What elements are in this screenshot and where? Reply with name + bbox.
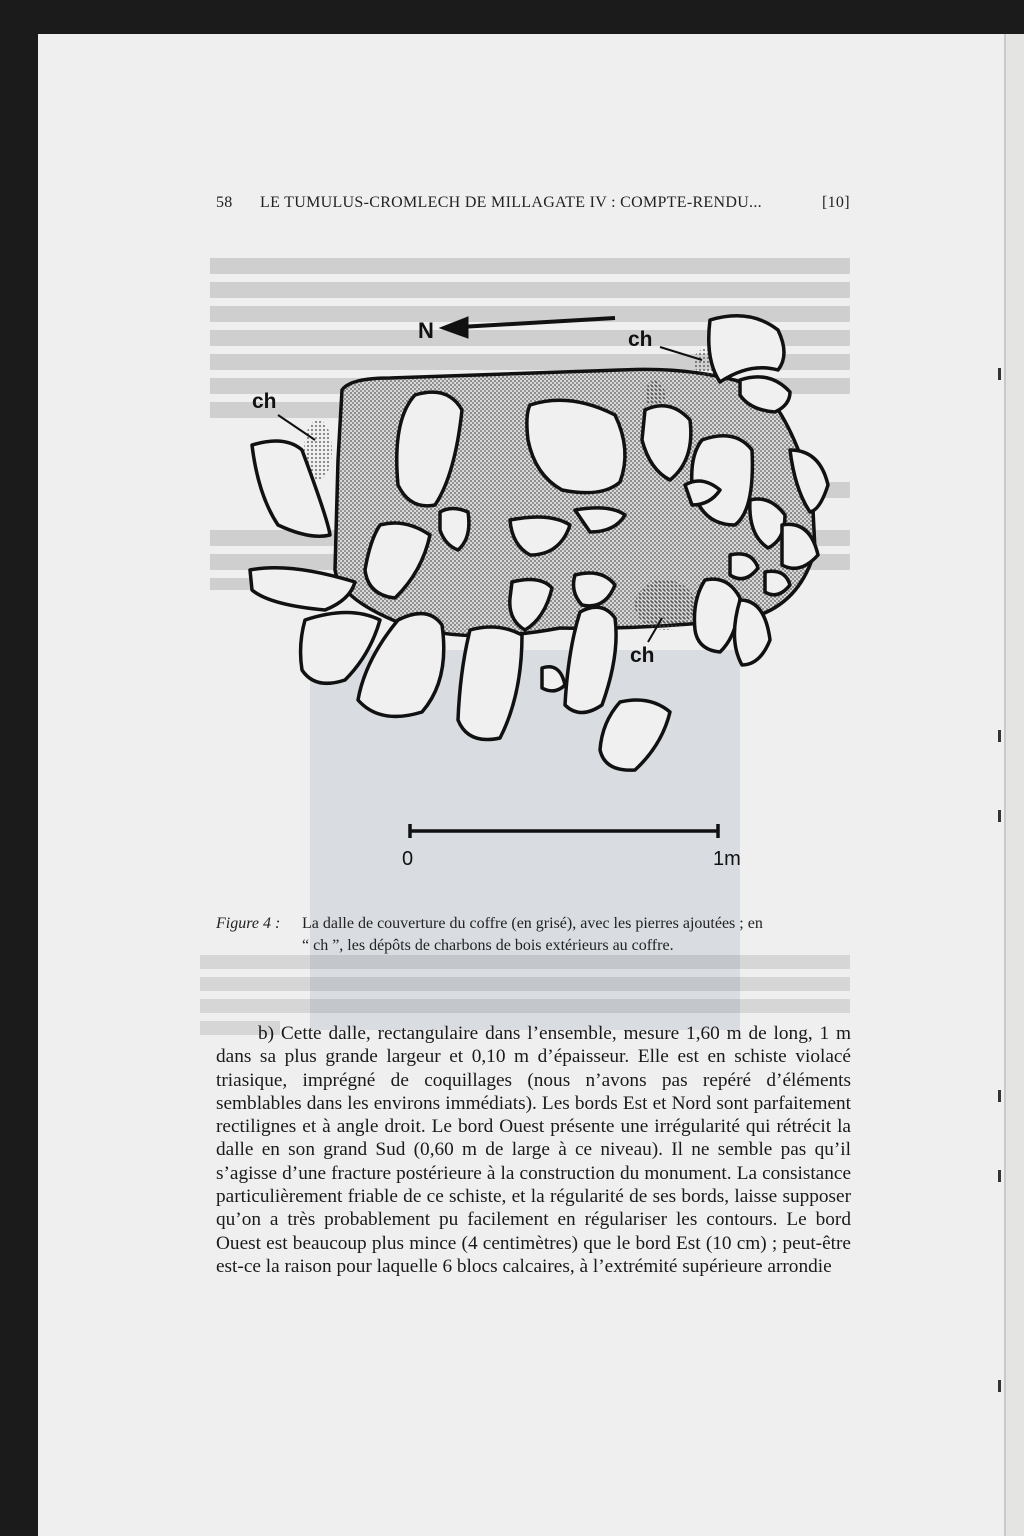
north-label: N — [418, 318, 434, 343]
stone — [542, 667, 565, 691]
margin-mark — [998, 1380, 1001, 1392]
charcoal-leader — [660, 347, 702, 360]
stone — [458, 627, 522, 740]
margin-mark — [998, 1170, 1001, 1182]
charcoal-deposit — [635, 580, 695, 630]
body-text — [216, 1022, 851, 1278]
figure-4-drawing — [230, 300, 840, 880]
caption-line-2: “ ch ”, les dépôts de charbons de bois extérieurs au coffre. — [302, 937, 674, 954]
charcoal-label: ch — [252, 390, 277, 413]
charcoal-label: ch — [628, 328, 653, 351]
stone — [600, 700, 670, 770]
scale-start-label: 0 — [402, 848, 414, 870]
caption-label: Figure 4 : — [216, 915, 281, 932]
figure-caption — [216, 913, 851, 957]
margin-mark — [998, 810, 1001, 822]
stone — [709, 316, 784, 382]
margin-mark — [998, 730, 1001, 742]
charcoal-label: ch — [630, 644, 655, 667]
north-arrow — [440, 317, 615, 338]
scale-bar — [410, 824, 718, 838]
running-bracket-number: [10] — [822, 194, 850, 211]
page-number: 58 — [216, 194, 233, 211]
running-title: LE TUMULUS-CROMLECH DE MILLAGATE IV : COMPTE-RENDU... — [260, 194, 762, 211]
stone — [730, 554, 758, 579]
margin-mark — [998, 368, 1001, 380]
stone — [765, 571, 790, 595]
margin-mark — [998, 1090, 1001, 1102]
paragraph-b: b) Cette dalle, rectangulaire dans l’ensemble, mesure 1,60 m de long, 1 m dans sa plus grande largeur et 0,10 m d’épaisseur. Elle est en schiste violacé triasique, imprégné de coquillages (nous n’avons pas repéré d’éléments semblables dans les environs immédiats). Les bords Est et Nord sont parfaitement rectilignes et à angle droit. Le bord Ouest présente une irrégularité qui rétrécit la dalle en son grand Sud (0,60 m de large à ce niveau). Il ne semble pas qu’il s’agisse d’une fracture postérieure à la construction du monument. La consistance particulièrement friable de ce schiste, et la régularité de ses bords, laisse supposer qu’on a très probablement pu facilement en régulariser les contours. Le bord Ouest est beaucoup plus mince (4 centimètres) que le bord Est (10 cm) ; peut-être est-ce la raison pour laquelle 6 blocs calcaires, à l’extrémité supérieure arrondie — [216, 1023, 851, 1277]
caption-line-1: La dalle de couverture du coffre (en grisé), avec les pierres ajoutées ; en — [302, 915, 763, 932]
scale-end-label: 1m — [713, 848, 741, 870]
next-page-edge — [1004, 34, 1024, 1536]
